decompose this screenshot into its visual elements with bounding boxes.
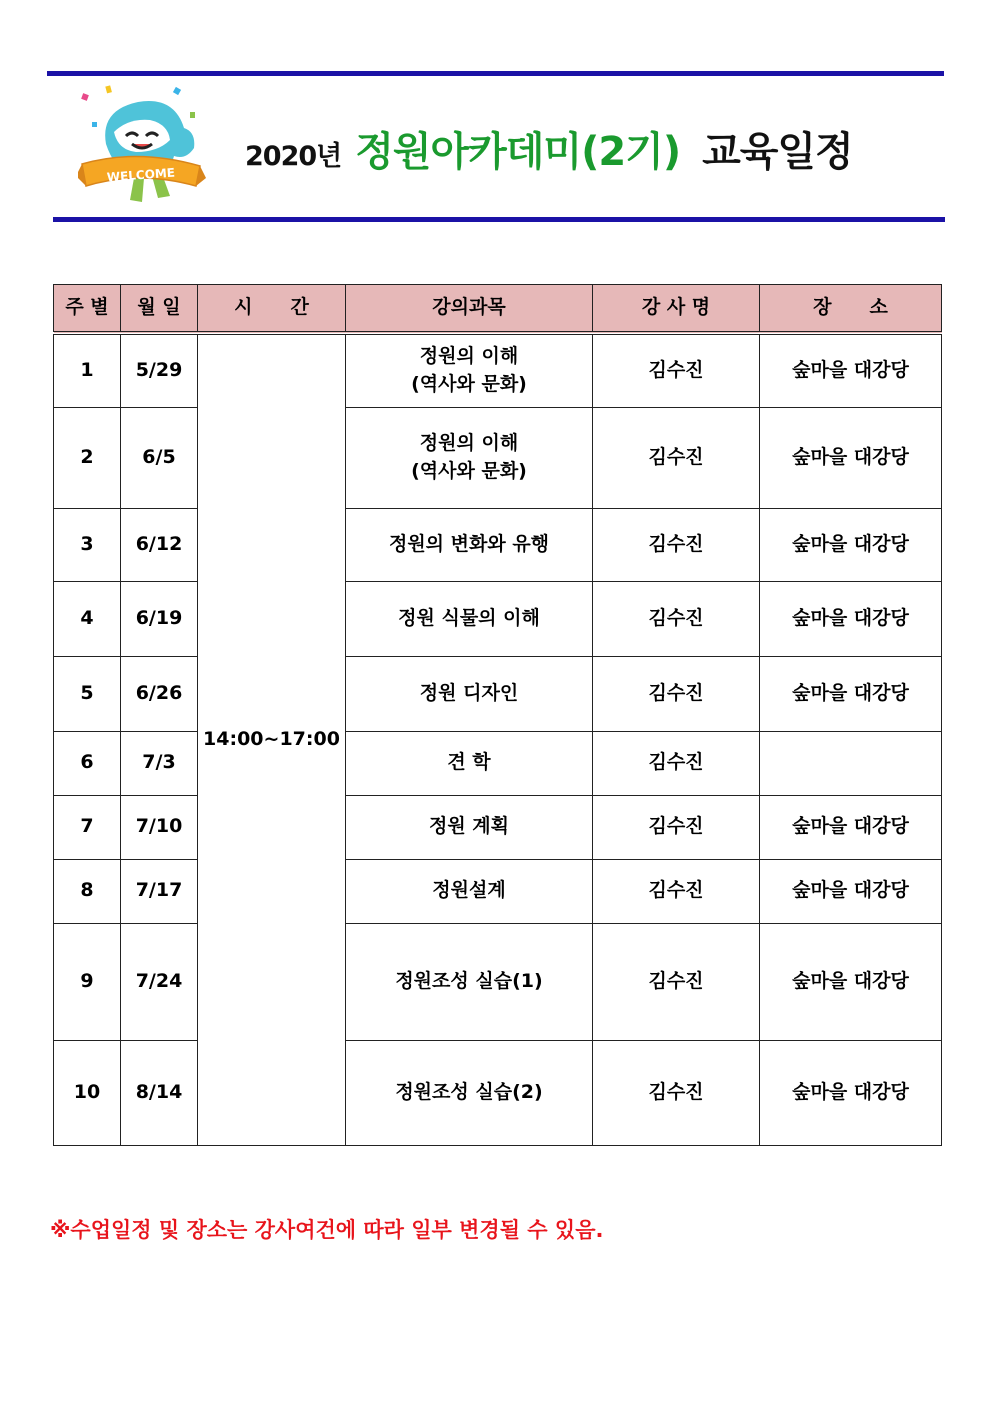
table-row (54, 731, 942, 795)
cell-instructor: 김수진 (593, 407, 760, 508)
cell-time: 14:00~17:00 (198, 333, 346, 1145)
cell-week: 9 (54, 923, 121, 1040)
top-divider (47, 71, 944, 76)
cell-date: 6/19 (121, 581, 198, 656)
cell-instructor: 김수진 (593, 1040, 760, 1145)
cell-place: 숲마을 대강당 (760, 581, 942, 656)
cell-date: 6/5 (121, 407, 198, 508)
cell-place: 숲마을 대강당 (760, 508, 942, 581)
title-suffix: 교육일정 (702, 129, 853, 175)
col-header-date: 월 일 (121, 285, 198, 334)
cell-week: 2 (54, 407, 121, 508)
col-header-place: 장 소 (760, 285, 942, 334)
cell-subject: 견 학 (346, 731, 593, 795)
cell-subject: 정원 디자인 (346, 656, 593, 731)
cell-subject: 정원 계획 (346, 795, 593, 859)
cell-place: 숲마을 대강당 (760, 795, 942, 859)
cell-date: 7/17 (121, 859, 198, 923)
cell-date: 6/12 (121, 508, 198, 581)
cell-place (760, 731, 942, 795)
cell-date: 7/24 (121, 923, 198, 1040)
welcome-mascot-logo (78, 82, 208, 212)
cell-date: 5/29 (121, 333, 198, 407)
cell-instructor: 김수진 (593, 923, 760, 1040)
logo-welcome-text: WELCOME (106, 165, 176, 185)
table-row (54, 656, 942, 731)
cell-place: 숲마을 대강당 (760, 407, 942, 508)
cell-instructor: 김수진 (593, 859, 760, 923)
col-header-week: 주 별 (54, 285, 121, 334)
title-year: 2020년 (245, 141, 342, 172)
cell-date: 6/26 (121, 656, 198, 731)
col-header-time: 시 간 (198, 285, 346, 334)
cell-subject: 정원설계 (346, 859, 593, 923)
cell-subject: 정원조성 실습(1) (346, 923, 593, 1040)
table-row (54, 795, 942, 859)
table-row (54, 1040, 942, 1145)
cell-instructor: 김수진 (593, 581, 760, 656)
cell-week: 7 (54, 795, 121, 859)
cell-place: 숲마을 대강당 (760, 859, 942, 923)
cell-date: 8/14 (121, 1040, 198, 1145)
table-row (54, 508, 942, 581)
cell-week: 5 (54, 656, 121, 731)
title-academy-name: 정원아카데미(2기) (355, 129, 681, 175)
col-header-subject: 강의과목 (346, 285, 593, 334)
cell-subject: 정원조성 실습(2) (346, 1040, 593, 1145)
cell-instructor: 김수진 (593, 656, 760, 731)
cell-week: 8 (54, 859, 121, 923)
cell-week: 3 (54, 508, 121, 581)
table-row (54, 859, 942, 923)
cell-date: 7/10 (121, 795, 198, 859)
cell-subject: 정원의 변화와 유행 (346, 508, 593, 581)
cell-place: 숲마을 대강당 (760, 1040, 942, 1145)
cell-week: 1 (54, 333, 121, 407)
cell-instructor: 김수진 (593, 508, 760, 581)
cell-subject: 정원 식물의 이해 (346, 581, 593, 656)
cell-instructor: 김수진 (593, 795, 760, 859)
cell-place: 숲마을 대강당 (760, 923, 942, 1040)
cell-place: 숲마을 대강당 (760, 656, 942, 731)
schedule-change-notice: ※수업일정 및 장소는 강사여건에 따라 일부 변경될 수 있음. (50, 1218, 604, 1242)
cell-date: 7/3 (121, 731, 198, 795)
col-header-instructor: 강 사 명 (593, 285, 760, 334)
cell-subject: 정원의 이해 (역사와 문화) (346, 333, 593, 407)
bottom-divider (53, 217, 945, 222)
table-row (54, 923, 942, 1040)
table-row (54, 333, 942, 407)
cell-instructor: 김수진 (593, 333, 760, 407)
cell-week: 10 (54, 1040, 121, 1145)
page-title (245, 120, 853, 184)
table-row (54, 581, 942, 656)
cell-place: 숲마을 대강당 (760, 333, 942, 407)
cell-subject: 정원의 이해 (역사와 문화) (346, 407, 593, 508)
cell-week: 4 (54, 581, 121, 656)
cell-week: 6 (54, 731, 121, 795)
cell-instructor: 김수진 (593, 731, 760, 795)
schedule-table (53, 284, 942, 1146)
table-header-row (54, 285, 942, 334)
table-row (54, 407, 942, 508)
